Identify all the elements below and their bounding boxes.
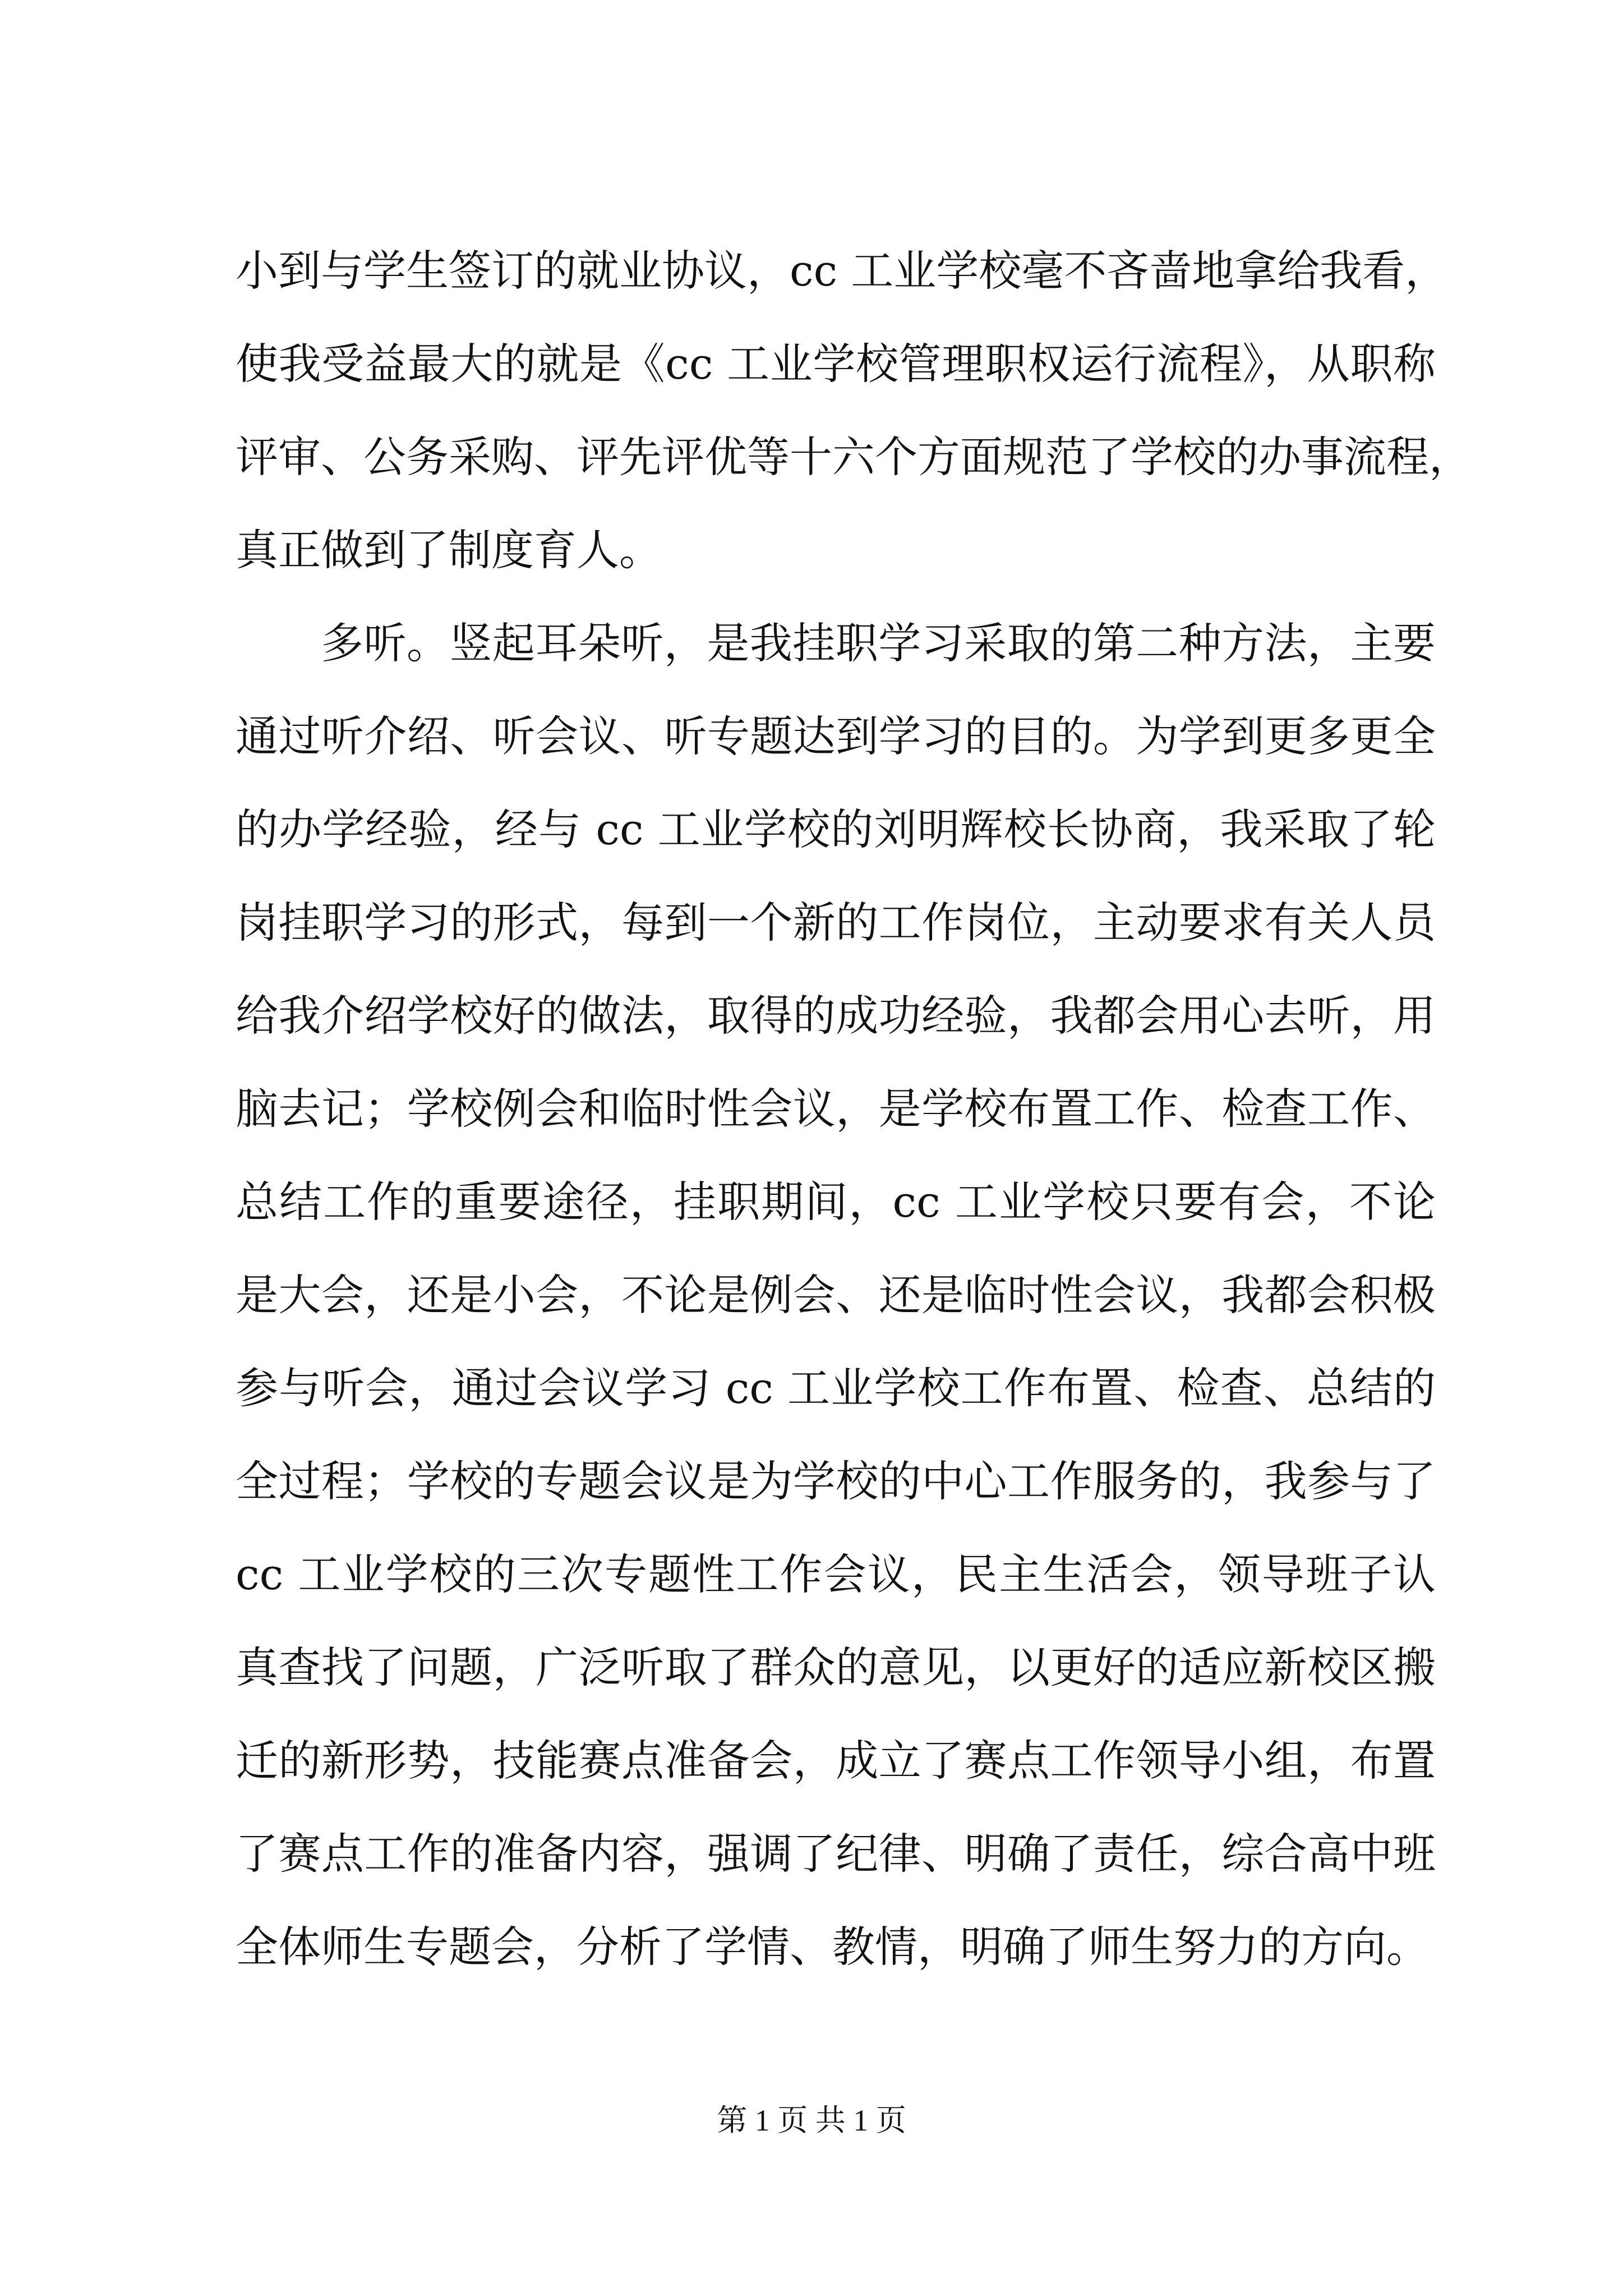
text-line: 多听。竖起耳朵听，是我挂职学习采取的第二种方法，主要	[321, 618, 1436, 668]
text-line: 通过听介绍、听会议、听专题达到学习的目的。为学到更多更全	[236, 711, 1436, 761]
text-line: 真正做到了制度育人。	[236, 525, 662, 575]
text-line: 全体师生专题会，分析了学情、教情，明确了师生努力的方向。	[236, 1922, 1429, 1972]
page-footer: 第 1 页 共 1 页	[717, 2104, 906, 2137]
text-line: 迁的新形势，技能赛点准备会，成立了赛点工作领导小组，布置	[236, 1736, 1436, 1786]
text-line: 脑去记；学校例会和临时性会议，是学校布置工作、检查工作、	[236, 1084, 1436, 1134]
text-line: 评审、公务采购、评先评优等十六个方面规范了学校的办事流程，	[236, 432, 1472, 482]
text-line: 全过程；学校的专题会议是为学校的中心工作服务的，我参与了	[236, 1456, 1436, 1506]
text-line: 真查找了问题，广泛听取了群众的意见，以更好的适应新校区搬	[236, 1642, 1436, 1692]
text-line: 总结工作的重要途径，挂职期间，cc 工业学校只要有会，不论	[236, 1177, 1436, 1227]
text-line: 的办学经验，经与 cc 工业学校的刘明辉校长协商，我采取了轮	[236, 804, 1436, 854]
text-line: cc 工业学校的三次专题性工作会议，民主生活会，领导班子认	[236, 1549, 1436, 1599]
text-line: 是大会，还是小会，不论是例会、还是临时性会议，我都会积极	[236, 1270, 1436, 1320]
paragraph-1	[236, 224, 1472, 597]
text-line: 使我受益最大的就是《cc 工业学校管理职权运行流程》，从职称	[236, 339, 1436, 389]
text-line: 岗挂职学习的形式，每到一个新的工作岗位，主动要求有关人员	[236, 898, 1436, 947]
text-line: 参与听会，通过会议学习 cc 工业学校工作布置、检查、总结的	[236, 1363, 1436, 1413]
text-line: 了赛点工作的准备内容，强调了纪律、明确了责任，综合高中班	[236, 1829, 1436, 1879]
paragraph-2	[236, 597, 1436, 1994]
text-line: 给我介绍学校好的做法，取得的成功经验，我都会用心去听，用	[236, 991, 1436, 1041]
text-line: 小到与学生签订的就业协议，cc 工业学校毫不吝啬地拿给我看，	[236, 246, 1448, 296]
body-text	[236, 224, 1472, 1994]
